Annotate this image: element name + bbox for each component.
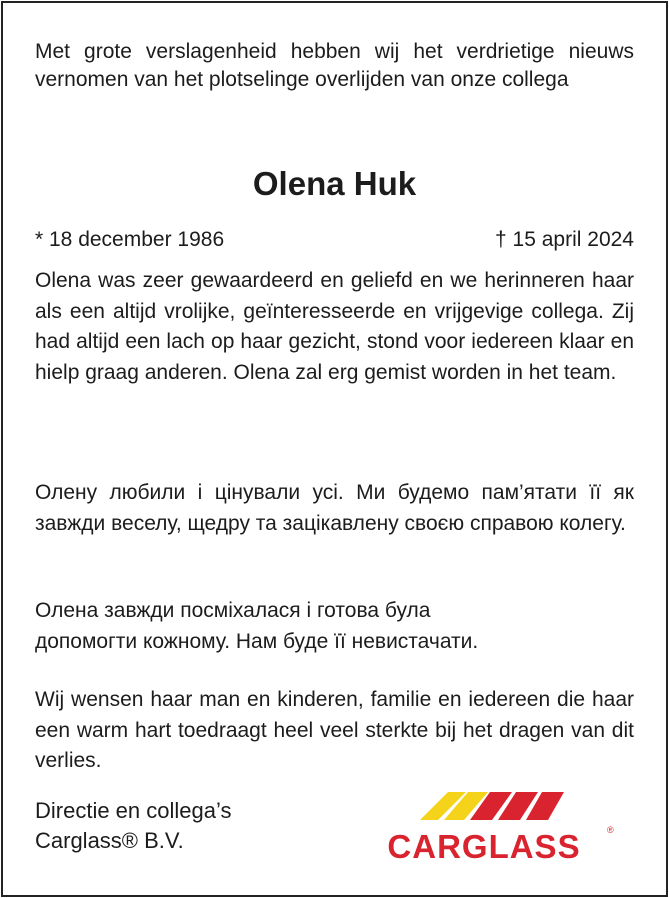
dates-row bbox=[35, 225, 634, 255]
signature-line-1: Directie en collega’s bbox=[35, 798, 232, 823]
carglass-logo bbox=[360, 790, 616, 868]
intro-text: Met grote verslagenheid hebben wij het verdrietige nieuws vernomen van het plotselinge overlijden van onze collega bbox=[35, 40, 634, 91]
signature bbox=[35, 796, 231, 856]
paragraph-ukrainian-1: Олену любили і цінували усі. Ми будемо пам’ятати її як завжди веселу, щедру та зацікавлену своєю справою колегу. bbox=[35, 481, 634, 535]
paragraph-condolence: Wij wensen haar man en kinderen, familie en iedereen die haar een warm hart toedraagt heel veel sterkte bij het dragen van dit verlies. bbox=[35, 688, 634, 772]
logo-wordmark: CARGLASS bbox=[387, 828, 581, 865]
deceased-name: Olena Huk bbox=[252, 165, 417, 202]
paragraph-ukrainian-2: Олена завжди посміхалася і готова була допомогти кожному. Нам буде її невистачати. bbox=[35, 599, 479, 653]
signature-line-2: Carglass® B.V. bbox=[35, 828, 184, 853]
carglass-logo-mark bbox=[360, 790, 616, 826]
death-date: † 15 april 2024 bbox=[495, 228, 634, 251]
birth-date: * 18 december 1986 bbox=[35, 228, 225, 251]
logo-registered-mark: ® bbox=[607, 825, 614, 835]
paragraph-dutch-tribute: Olena was zeer gewaardeerd en geliefd en we herinneren haar als een altijd vrolijke, geïnteresseerde en vrijgevige collega. Zij had altijd een lach op haar gezicht, stond voor iedereen klaar en hielp graag anderen. Olena zal erg gemist worden in het team. bbox=[35, 269, 634, 384]
